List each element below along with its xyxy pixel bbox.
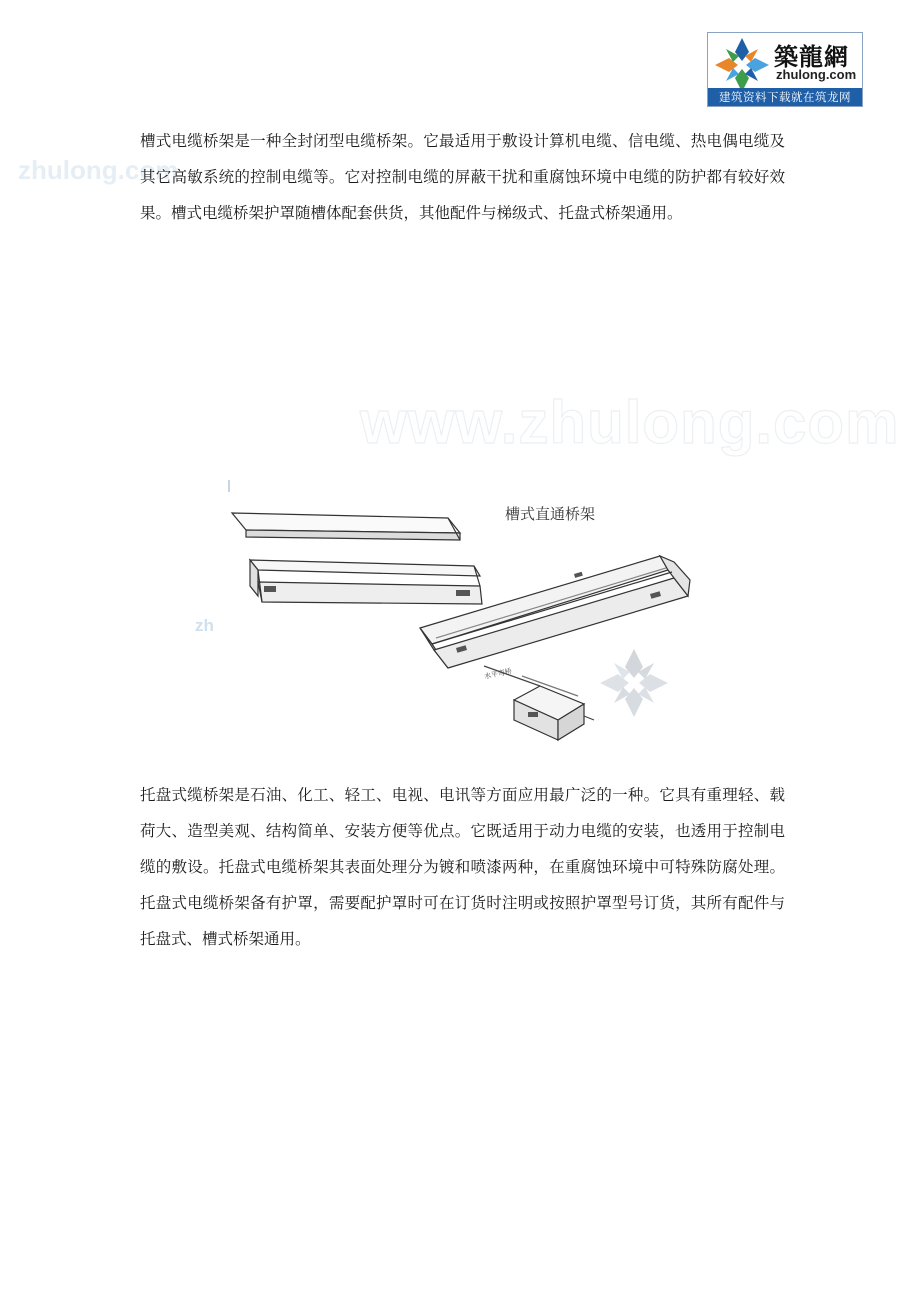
watermark-small: zhulong.com bbox=[18, 155, 179, 185]
paragraph-trough-tray: 槽式电缆桥架是一种全封闭型电缆桥架。它最适用于敷设计算机电缆、信电缆、热电偶电缆及其它高敏系统的控制电缆等。它对控制电缆的屏蔽干扰和重腐蚀环境中电缆的防护都有较好效果。槽式电缆桥架护罩随槽体配套供货，其他配件与梯级式、托盘式桥架通用。 bbox=[140, 132, 785, 222]
zhulong-logo[interactable] bbox=[707, 32, 863, 107]
logo-cn-name: 築龍網 bbox=[774, 43, 849, 71]
figure-caption: 槽式直通桥架 bbox=[505, 505, 596, 523]
watermark-big: www.zhulong.com bbox=[360, 389, 900, 456]
watermark-fragment: zh bbox=[195, 616, 214, 635]
watermark-emblem bbox=[600, 649, 668, 717]
trough-tray-illustration bbox=[222, 478, 702, 768]
paragraph-tray-type: 托盘式缆桥架是石油、化工、轻工、电视、电讯等方面应用最广泛的一种。它具有重理轻、载荷大、造型美观、结构简单、安装方便等优点。它既适用于动力电缆的安装，也透用于控制电缆的敷设。托盘式电缆桥架其表面处理分为镀和喷漆两种，在重腐蚀环境中可特殊防腐处理。托盘式电缆桥架备有护罩，需要配护罩时可在订货时注明或按照护罩型号订货，其所有配件与托盘式、槽式桥架通用。 bbox=[140, 786, 785, 948]
logo-slogan: 建筑资料下载就在筑龙网 bbox=[708, 88, 862, 106]
figure-small-label: 水平弯桥 bbox=[483, 667, 513, 681]
cover-plate-drawing bbox=[232, 513, 460, 540]
zhulong-logo-icon bbox=[712, 35, 772, 95]
logo-en-name: zhulong.com bbox=[776, 67, 857, 82]
tray-section-drawing bbox=[250, 560, 482, 604]
